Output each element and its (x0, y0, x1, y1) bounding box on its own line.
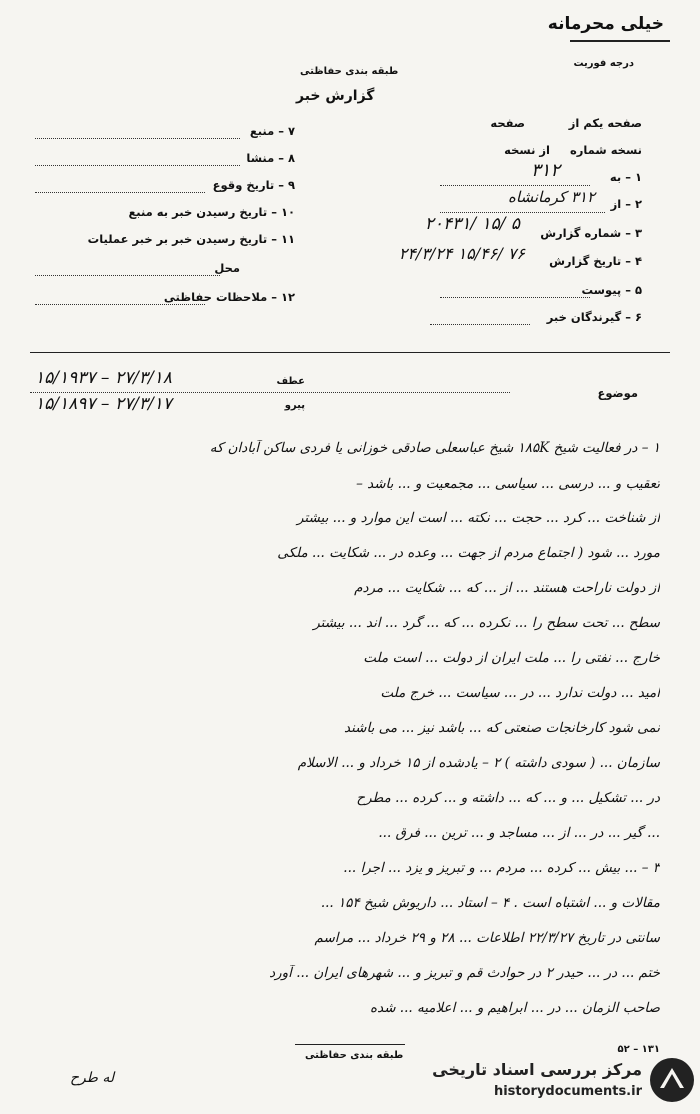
recipients-line (430, 324, 530, 325)
document-title: گزارش خبر (296, 88, 375, 104)
copy-number-suffix: از نسخه (504, 143, 550, 157)
field-from-label: ۲ – از (610, 197, 642, 211)
recipients-label: ۶ – گیرندگان خبر (546, 310, 642, 324)
footer-code: ۵۲ – ۱۳۱ (617, 1044, 660, 1055)
body-line: سازمان ... ( سودی داشته ) ۲ – یادشده از ۱۵ خرداد و ... الاسلام (297, 755, 660, 771)
body-line: ۳ – ... بیش ... کرده ... مردم ... و تبریز و یزد ... اجرا ... (343, 860, 660, 876)
field-news-to-source-date: ۱۰ – تاریخ رسیدن خبر به منبع (128, 205, 295, 219)
field-source-line (35, 138, 240, 139)
field-to-line (440, 185, 590, 186)
body-line: سانتی در تاریخ ۲۲/۳/۲۷ اطلاعات ... ۲۸ و ۲۹ خرداد ... مراسم (314, 930, 660, 946)
body-line: در ... تشکیل ... و ... که ... داشته و ... کرده ... مطرح (356, 790, 660, 806)
field-event-date-line (35, 192, 205, 193)
field-from-line (440, 212, 605, 213)
footer-rule (295, 1044, 405, 1045)
field-origin: ۸ – منشا (246, 151, 295, 165)
urgency-label: درجه فوریت (573, 58, 634, 69)
ref-label-2: پیرو (284, 400, 305, 411)
field-from-value: ۳۱۲ کرمانشاه (508, 188, 595, 206)
body-line: مقالات و ... اشتباه است . ۴ – استاد ... داریوش شیخ ۱۵۴ ... (320, 895, 660, 911)
body-line: صاحب الزمان ... در ... ابراهیم و ... اعلامیه ... شده (370, 1000, 660, 1016)
body-line: از شناخت ... کرد ... حجت ... نکته ... است این موارد و ... بیشتر (296, 510, 660, 526)
body-line: تعقیب و ... درسی ... سیاسی ... مجمعیت و ... باشد – (356, 476, 660, 492)
body-line: خارج ... نفتی را ... ملت ایران از دولت ... است ملت (363, 650, 660, 666)
field-to-label: ۱ – به (609, 170, 642, 184)
archive-logo-icon (650, 1058, 694, 1102)
ref-value-1: ۱۵/۱۹۳۷ – ۲۷/۳/۱۸ (35, 368, 172, 388)
attachment-line (440, 297, 590, 298)
report-number-value: ۲۰۴۳۱/ ۱۵/ ۵ (424, 214, 520, 234)
body-line: نمی شود کارخانجات صنعتی که ... باشد نیز ... می باشند (344, 720, 660, 736)
field-source: ۷ – منبع (249, 124, 295, 138)
watermark-name: مرکز بررسی اسناد تاریخی (432, 1060, 642, 1079)
watermark (404, 1054, 694, 1110)
watermark-url: historydocuments.ir (493, 1084, 642, 1099)
body-line: ... گیر ... در ... از ... مساجد و ... ترین ... فرق ... (378, 825, 660, 841)
header-separator (30, 352, 670, 353)
signature-stamp: خیلی محرمانه (547, 14, 664, 34)
body-line: امید ... دولت ندارد ... در ... سیاست ... خرج ملت (380, 685, 660, 701)
stamp-underline (570, 40, 670, 42)
footer-initials: له طرح (70, 1070, 115, 1086)
field-origin-line (35, 165, 240, 166)
field-location-line (35, 275, 220, 276)
attachment-label: ۵ – پیوست (581, 283, 642, 297)
field-news-to-ops-date: ۱۱ – تاریخ رسیدن خبر بر خبر عملیات (87, 232, 295, 246)
field-security-notes-line (35, 304, 205, 305)
report-date-value: ۲۴/۳/۲۴ ۱۵/۴۶/ ۷۶ (398, 244, 525, 263)
field-location: محل (214, 261, 240, 275)
body-line: مورد ... شود ( اجتماع مردم از جهت ... وعده در ... شکایت ... ملکی (277, 545, 660, 561)
field-security-notes: ۱۲ – ملاحظات حفاظتی (163, 290, 295, 304)
ref-label-1: عطف (276, 376, 305, 387)
field-event-date: ۹ – تاریخ وقوع (212, 178, 295, 192)
subject-line (30, 392, 510, 393)
body-line: ۱ – در فعالیت شیخ ۱۸۵K شیخ عباسعلی صادقی خوزانی یا فردی ساکن آبادان که (209, 440, 660, 456)
page-of-label: صفحه یکم از (568, 116, 642, 130)
classification-bottom: طبقه بندی حفاظتی (305, 1050, 404, 1061)
body-line: از دولت ناراحت هستند ... از ... که ... شکایت ... مردم (354, 580, 660, 596)
ref-value-2: ۱۵/۱۸۹۷ – ۲۷/۳/۱۷ (35, 394, 172, 414)
field-to-value: ۳۱۲ (530, 160, 560, 181)
page-of-suffix: صفحه (490, 116, 525, 130)
report-date-label: ۴ – تاریخ گزارش (549, 254, 642, 268)
classification-top: طبقه بندی حفاظتی (300, 66, 399, 77)
report-number-label: ۳ – شماره گزارش (540, 226, 642, 240)
body-line: ختم ... در ... حیدر ۲ در حوادث قم و تبریز و ... شهرهای ایران ... آورد (269, 965, 660, 981)
subject-label: موضوع (597, 386, 638, 400)
copy-number-label: نسخه شماره (569, 143, 642, 157)
body-line: سطح ... تحت سطح را ... نکرده ... که ... گرد ... اند ... بیشتر (313, 615, 660, 631)
